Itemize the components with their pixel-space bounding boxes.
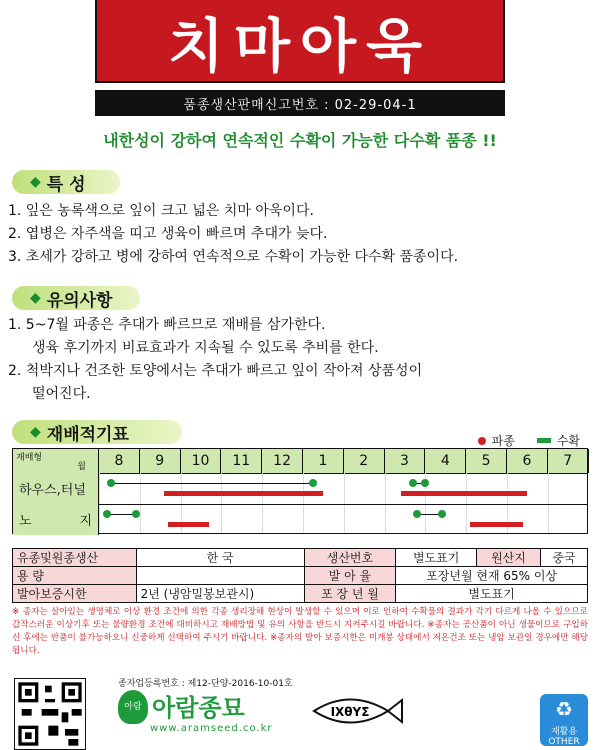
feature-item: 1. 잎은 농록색으로 잎이 크고 넓은 치마 아욱이다. bbox=[8, 203, 314, 219]
info-label: 발 아 율 bbox=[304, 567, 396, 585]
product-title: 치마아욱 bbox=[167, 11, 433, 80]
grid-line bbox=[99, 473, 100, 533]
harvest-period bbox=[168, 522, 209, 527]
info-label: 원산지 bbox=[477, 549, 541, 567]
info-value: 한 국 bbox=[136, 549, 304, 567]
month-header: 7 bbox=[548, 449, 589, 473]
sowing-point bbox=[438, 510, 446, 518]
sowing-point bbox=[107, 479, 115, 487]
info-label: 생산번호 bbox=[304, 549, 396, 567]
recycle-icon: ♻ bbox=[555, 697, 573, 721]
sowing-point bbox=[409, 479, 417, 487]
caution-item: 1. 5~7월 파종은 추대가 빠르므로 재배를 삼가한다. bbox=[8, 317, 326, 333]
sowing-span bbox=[111, 483, 313, 484]
month-header: 10 bbox=[181, 449, 222, 473]
diamond-icon: ◆ bbox=[30, 290, 41, 306]
sowing-point bbox=[309, 479, 317, 487]
features-list bbox=[8, 200, 598, 269]
company-name: 아람종묘 bbox=[152, 694, 245, 722]
grid-line bbox=[466, 473, 467, 533]
month-header: 1 bbox=[303, 449, 344, 473]
sowing-point bbox=[103, 510, 111, 518]
qr-code bbox=[14, 678, 86, 750]
seed-info-table bbox=[12, 548, 588, 603]
grid-line bbox=[385, 473, 386, 533]
month-header: 6 bbox=[507, 449, 548, 473]
registration-number: 품종생산판매신고번호 : 02-29-04-1 bbox=[95, 90, 505, 116]
slogan: 내한성이 강하여 연속적인 수확이 가능한 다수확 품종 !! bbox=[103, 131, 497, 150]
diamond-icon: ◆ bbox=[30, 424, 41, 440]
month-header: 11 bbox=[221, 449, 262, 473]
harvest-period bbox=[470, 522, 523, 527]
diamond-icon: ◆ bbox=[30, 174, 41, 190]
grid-line bbox=[548, 473, 549, 533]
caution-item: 2. 척박지나 건조한 토양에서는 추대가 빠르고 잎이 작아져 상품성이 bbox=[8, 363, 423, 379]
footer bbox=[0, 668, 600, 750]
ichthys-fish-icon bbox=[310, 694, 406, 728]
schedule-heading: ◆ 재배적기표 bbox=[12, 420, 182, 444]
row-divider bbox=[13, 504, 587, 505]
info-value: 중국 bbox=[540, 549, 587, 567]
svg-text:IXθYΣ: IXθYΣ bbox=[330, 705, 370, 719]
cultivation-schedule bbox=[12, 448, 588, 534]
title-band bbox=[95, 0, 505, 83]
info-value: 별도표기 bbox=[396, 585, 588, 603]
info-label: 포 장 년 월 bbox=[304, 585, 396, 603]
month-header: 12 bbox=[262, 449, 303, 473]
caution-item: 생육 후기까지 비료효과가 지속될 수 있도록 추비를 한다. bbox=[32, 340, 379, 356]
caution-item: 떨어진다. bbox=[32, 386, 91, 402]
sowing-point bbox=[413, 510, 421, 518]
month-header: 8 bbox=[99, 449, 140, 473]
cautions-list bbox=[8, 314, 598, 406]
sowing-point bbox=[421, 479, 429, 487]
features-heading: ◆ 특 성 bbox=[12, 170, 120, 194]
month-header: 9 bbox=[140, 449, 181, 473]
sowing-point bbox=[132, 510, 140, 518]
harvest-period bbox=[164, 491, 323, 496]
info-label: 유종및원종생산 bbox=[13, 549, 137, 567]
info-label: 용 량 bbox=[13, 567, 137, 585]
recycle-badge: ♻ 재활용 OTHER bbox=[540, 694, 588, 746]
month-header: 5 bbox=[466, 449, 507, 473]
row-label: 노 지 bbox=[13, 504, 99, 535]
company-registration: 종자업등록번호 : 제12-단양-2016-10-01호 bbox=[118, 679, 293, 689]
feature-item: 2. 엽병은 자주색을 띠고 생육이 빠르며 추대가 늦다. bbox=[8, 226, 328, 242]
month-header: 4 bbox=[425, 449, 466, 473]
schedule-legend: 파종 수확 bbox=[478, 432, 580, 449]
harvest-bar-icon bbox=[537, 438, 551, 443]
row-label: 하우스,터널 bbox=[13, 473, 99, 504]
notice-text: ※ 종자는 살아있는 생명체로 이상 환경 조건에 의한 각종 생리장해 현상이 발생할 수 있으며 이로 인하여 수확물의 결과가 각기 다르게 나올 수 있으므로 갑작스러운 이상기후 또는 불량환경 조건에 대비하시고 재배방법 및 유의 사항을 반드시 지켜주시길 바랍니다. ※종자는 공산품이 아닌 생물이므로 구입하신 후에는 반품이 불가능하오니 신중하게 선택하여 주시기 바랍니다. ※종자의 발아 보증시한은 미개봉 상태에서 저온건조 또는 냉암 보관일 경우에만 해당됩니다. bbox=[12, 607, 588, 656]
feature-item: 3. 초세가 강하고 병에 강하여 연속적으로 수확이 가능한 다수확 품종이다. bbox=[8, 249, 459, 265]
company-website: www.aramseed.co.kr bbox=[150, 723, 273, 734]
grid-line bbox=[344, 473, 345, 533]
company-logo: 아람 bbox=[118, 690, 148, 724]
info-value: 포장년월 현재 65% 이상 bbox=[396, 567, 588, 585]
info-label: 발아보증시한 bbox=[13, 585, 137, 603]
schedule-corner: 재배형 월 bbox=[13, 449, 99, 473]
info-value bbox=[136, 567, 304, 585]
month-header: 2 bbox=[344, 449, 385, 473]
info-value: 2년 (냉암밀봉보관시) bbox=[136, 585, 304, 603]
harvest-period bbox=[401, 491, 527, 496]
cautions-heading: ◆ 유의사항 bbox=[12, 286, 140, 310]
month-header: 3 bbox=[385, 449, 426, 473]
info-value: 별도표기 bbox=[396, 549, 477, 567]
sow-dot-icon bbox=[478, 437, 486, 445]
